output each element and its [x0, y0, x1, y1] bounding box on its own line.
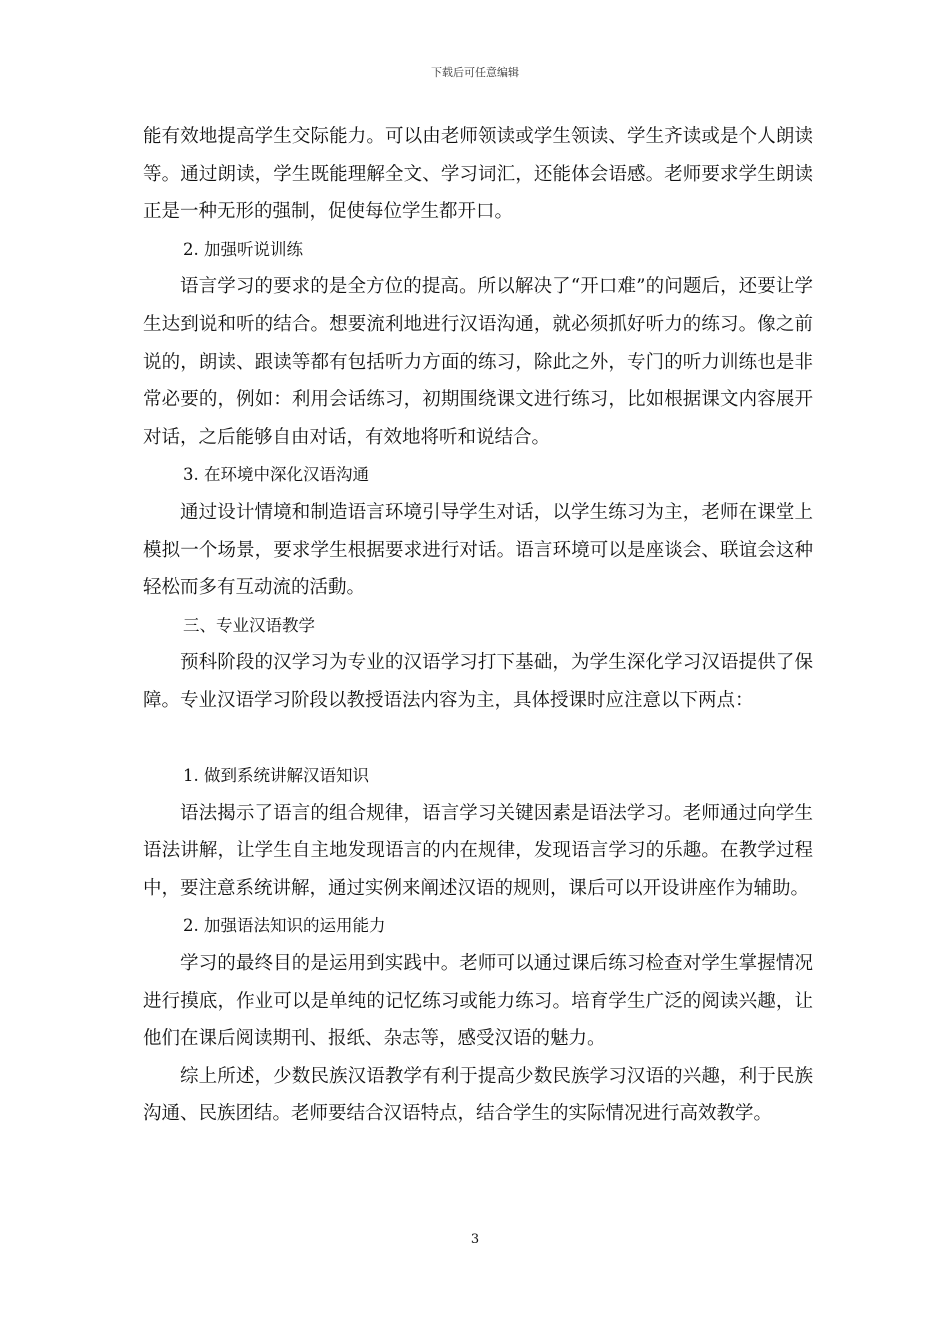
paragraph-continued-reading: 能有效地提高学生交际能力。可以由老师领读或学生领读、学生齐读或是个人朗读等。通过朗读，学生既能理解全文、学习词汇，还能体会语感。老师要求学生朗读正是一种无形的强制，促使每位学生都开口。	[143, 126, 813, 223]
paragraph-systematic-knowledge: 语法揭示了语言的组合规律，语言学习关键因素是语法学习。老师通过向学生语法讲解，让学生自主地发现语言的内在规律，发现语言学习的乐趣。在教学过程中，要注意系统讲解，通过实例来阐述汉语的规则，课后可以开设讲座作为辅助。	[143, 802, 813, 899]
document-body	[143, 118, 813, 1133]
paragraph-listening-speaking: 语言学习的要求的是全方位的提高。所以解决了“开口难”的问题后，还要让学生达到说和听的结合。想要流利地进行汉语沟通，就必须抓好听力的练习。像之前说的，朗读、跟读等都有包括听力方面的练习，除此之外，专门的听力训练也是非常必要的，例如：利用会话练习，初期围绕课文进行练习，比如根据课文内容展开对话，之后能够自由对话，有效地将听和说结合。	[143, 276, 813, 448]
heading-environment: 3. 在环境中深化汉语沟通	[183, 465, 369, 485]
heading-grammar-application: 2. 加强语法知识的运用能力	[183, 916, 386, 936]
heading-professional-chinese: 三、专业汉语教学	[183, 615, 315, 635]
blank-line	[143, 720, 813, 758]
paragraph-conclusion: 综上所述，少数民族汉语教学有利于提高少数民族学习汉语的兴趣，利于民族沟通、民族团结。老师要结合汉语特点，结合学生的实际情况进行高效教学。	[143, 1065, 813, 1125]
paragraph-grammar-application: 学习的最终目的是运用到实践中。老师可以通过课后练习检查对学生掌握情况进行摸底，作业可以是单纯的记忆练习或能力练习。培育学生广泛的阅读兴趣，让他们在课后阅读期刊、报纸、杂志等，感受汉语的魅力。	[143, 953, 813, 1050]
header-note: 下载后可任意编辑	[431, 66, 519, 79]
page-number: 3	[470, 1232, 480, 1247]
heading-listening-speaking: 2. 加强听说训练	[183, 239, 303, 259]
paragraph-professional-chinese: 预科阶段的汉学习为专业的汉语学习打下基础，为学生深化学习汉语提供了保障。专业汉语学习阶段以教授语法内容为主，具体授课时应注意以下两点：	[143, 652, 813, 711]
paragraph-environment: 通过设计情境和制造语言环境引导学生对话，以学生练习为主，老师在课堂上模拟一个场景，要求学生根据要求进行对话。语言环境可以是座谈会、联谊会这种轻松而多有互动流的活動。	[143, 501, 813, 599]
heading-systematic-knowledge: 1. 做到系统讲解汉语知识	[183, 766, 369, 786]
